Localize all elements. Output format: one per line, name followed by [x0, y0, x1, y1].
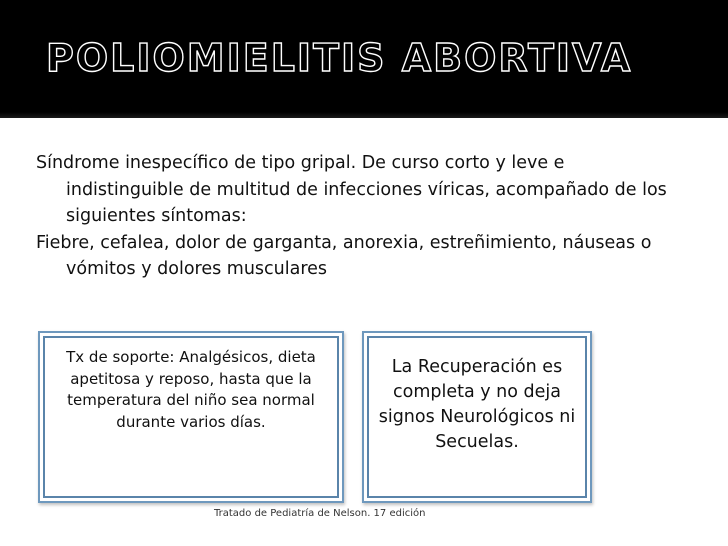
paragraph-symptoms: Fiebre, cefalea, dolor de garganta, anorexia, estreñimiento, náuseas o vómitos y dolores musculares — [36, 232, 652, 279]
slide-title: POLIOMIELITIS ABORTIVA — [46, 36, 633, 80]
treatment-box — [38, 331, 344, 503]
title-bar — [0, 0, 728, 118]
citation: Tratado de Pediatría de Nelson. 17 edición — [214, 508, 426, 519]
treatment-text: Tx de soporte: Analgésicos, dieta apetitosa y reposo, hasta que la temperatura del niño sea normal durante varios días. — [66, 348, 316, 431]
recovery-text: La Recuperación es completa y no deja signos Neurológicos ni Secuelas. — [378, 357, 576, 452]
paragraph-description: Síndrome inespecífico de tipo gripal. De curso corto y leve e indistinguible de multitud de infecciones víricas, acompañado de los siguientes síntomas: — [36, 153, 667, 226]
recovery-box — [362, 331, 592, 503]
body-text — [36, 150, 676, 283]
